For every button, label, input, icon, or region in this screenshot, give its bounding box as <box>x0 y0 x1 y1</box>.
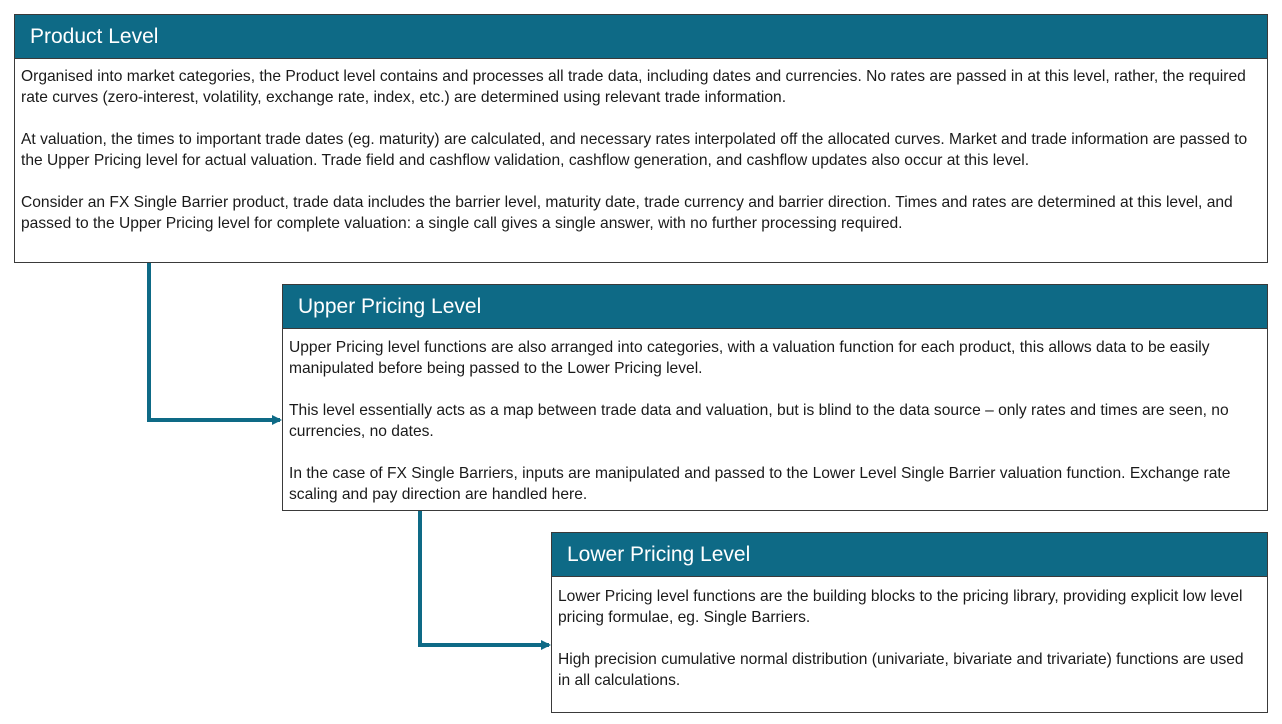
lower-paragraph-1: Lower Pricing level functions are the building blocks to the pricing library, providing explicit low level pricing formulae, eg. Single Barriers. <box>558 588 1243 626</box>
lower-paragraph-2: High precision cumulative normal distribution (univariate, bivariate and trivariate) functions are used in all calculations. <box>558 651 1244 689</box>
product-paragraph-3: Consider an FX Single Barrier product, trade data includes the barrier level, maturity date, trade currency and barrier direction. Times and rates are determined at this level, and passed to the Upper Pricing level for complete valuation: a single call gives a single answer, with no further processing required. <box>21 194 1233 232</box>
connector-upper-to-lower <box>420 511 549 645</box>
connector-product-to-upper <box>149 263 280 420</box>
upper-paragraph-3: In the case of FX Single Barriers, inputs are manipulated and passed to the Lower Level Single Barrier valuation function. Exchange rate scaling and pay direction are handled here. <box>289 465 1231 503</box>
upper-pricing-level-body <box>283 329 1267 505</box>
upper-pricing-level-title: Upper Pricing Level <box>283 285 1267 329</box>
upper-pricing-level-panel <box>282 284 1268 511</box>
product-level-body <box>15 59 1267 234</box>
product-level-title: Product Level <box>15 15 1267 59</box>
product-paragraph-1: Organised into market categories, the Product level contains and processes all trade data, including dates and currencies. No rates are passed in at this level, rather, the required rate curves (zero-interest, volatility, exchange rate, index, etc.) are determined using relevant trade information. <box>21 68 1246 106</box>
lower-pricing-level-body <box>552 577 1267 691</box>
upper-paragraph-2: This level essentially acts as a map between trade data and valuation, but is blind to the data source – only rates and times are seen, no currencies, no dates. <box>289 402 1229 440</box>
product-paragraph-2: At valuation, the times to important trade dates (eg. maturity) are calculated, and necessary rates interpolated off the allocated curves. Market and trade information are passed to the Upper Pricing level for actual valuation. Trade field and cashflow validation, cashflow generation, and cashflow updates also occur at this level. <box>21 131 1248 169</box>
product-level-panel <box>14 14 1268 263</box>
lower-pricing-level-title: Lower Pricing Level <box>552 533 1267 577</box>
lower-pricing-level-panel <box>551 532 1268 713</box>
upper-paragraph-1: Upper Pricing level functions are also arranged into categories, with a valuation function for each product, this allows data to be easily manipulated before being passed to the Lower Pricing level. <box>289 339 1210 377</box>
